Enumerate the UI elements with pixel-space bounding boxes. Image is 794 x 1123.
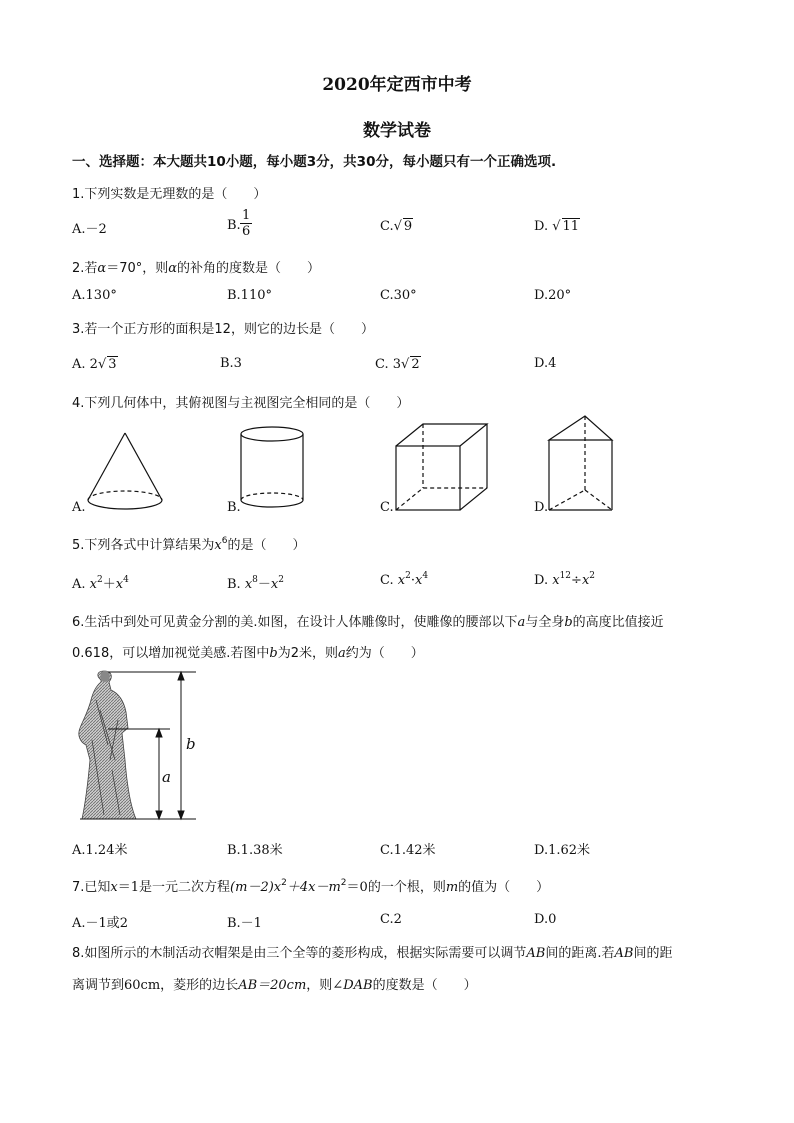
- page-subtitle: 数学试卷: [363, 121, 431, 141]
- var-a: a: [517, 615, 526, 630]
- exponent: 6: [221, 536, 228, 546]
- option-text: A. 2: [72, 357, 98, 372]
- var-x: x: [110, 880, 118, 895]
- var-alpha: α: [97, 261, 107, 276]
- operator: ÷: [571, 573, 582, 588]
- radicand: 9: [403, 219, 413, 234]
- question-1-stem: 1.下列实数是无理数的是（ ）: [72, 187, 267, 202]
- var-alpha: α: [168, 261, 178, 276]
- length-value: 60cm: [124, 978, 161, 993]
- q7-option-b: B.－1: [227, 916, 262, 931]
- question-3-stem: 3.若一个正方形的面积是12，则它的边长是（ ）: [72, 322, 374, 337]
- var-x: x: [414, 573, 423, 588]
- radicand: 2: [411, 357, 420, 372]
- option-letter: B.: [227, 577, 241, 592]
- var-m: m: [445, 880, 459, 895]
- var-ab: AB: [614, 946, 634, 961]
- var-x: x: [552, 573, 560, 588]
- page-title: 2020年定西市中考: [322, 75, 472, 95]
- exponent: 4: [123, 575, 129, 585]
- q6-option-a: A.1.24米: [72, 843, 128, 858]
- q2-option-d: D.20°: [534, 288, 572, 303]
- q1-option-b-label: B.: [227, 218, 241, 233]
- label-a: a: [162, 768, 171, 786]
- stem-text: 间的距离.若: [545, 946, 615, 961]
- stem-text: 是一元二次方程: [139, 880, 231, 895]
- stem-text: 与全身: [525, 615, 565, 630]
- q6-option-d: D.1.62米: [534, 843, 591, 858]
- stem-text: 的一个根，则: [367, 880, 446, 895]
- question-4-stem: 4.下列几何体中，其俯视图与主视图完全相同的是（ ）: [72, 396, 410, 411]
- equation-part: ＝1: [117, 880, 140, 895]
- equation-part: AB＝20cm: [238, 978, 307, 993]
- option-text: C. 3: [375, 357, 402, 372]
- q1-option-a: A.－2: [72, 222, 107, 237]
- option-letter: C.: [380, 573, 394, 588]
- stem-text: 的高度比值接近: [572, 615, 664, 630]
- question-7-stem: [72, 876, 549, 895]
- stem-text: ，菱形的边长: [160, 978, 239, 993]
- q6-option-c: C.1.42米: [380, 843, 436, 858]
- operator: －: [257, 577, 271, 592]
- q7-option-d: D.0: [534, 912, 557, 927]
- var-ab: AB: [526, 946, 546, 961]
- var-x: x: [397, 573, 406, 588]
- operator: ＋: [102, 577, 116, 592]
- sqrt-sign: √: [401, 357, 410, 372]
- stem-text: 的补角的度数是（ ）: [177, 261, 321, 276]
- exponent: 2: [589, 571, 596, 581]
- angle-expression: ∠DAB: [332, 978, 373, 993]
- equation-part: ＋4x－m: [286, 880, 341, 895]
- stem-text: 2.若: [72, 261, 98, 276]
- exponent: 2: [281, 878, 287, 888]
- var-x: x: [270, 577, 279, 592]
- stem-text: ，则: [306, 978, 333, 993]
- exponent: 8: [252, 575, 258, 585]
- q2-option-a: A.130°: [72, 288, 117, 303]
- exponent: 12: [559, 571, 572, 581]
- q3-option-b: B.3: [220, 356, 242, 371]
- var-x: x: [115, 577, 124, 592]
- stem-text: 的是（ ）: [227, 538, 306, 553]
- stem-text: 8.如图所示的木制活动衣帽架是由三个全等的菱形构成，根据实际需要可以调节: [72, 946, 527, 961]
- option-letter: D.: [534, 219, 549, 234]
- equation-part: (m－2)x: [230, 880, 282, 895]
- stem-text: 离调节到: [72, 978, 125, 993]
- var-b: b: [269, 646, 278, 661]
- exponent: 4: [422, 571, 429, 581]
- q2-option-b: B.110°: [227, 288, 272, 303]
- stem-text: 约为（ ）: [345, 646, 424, 661]
- stem-text: 6.生活中到处可见黄金分割的美.如图，在设计人体雕像时，使雕像的腰部以下: [72, 615, 518, 630]
- sqrt-sign: √: [552, 219, 561, 234]
- question-8-stem-line2: [72, 974, 477, 993]
- radicand: 11: [562, 219, 580, 234]
- exponent: 2: [340, 878, 347, 888]
- option-letter: C.: [380, 219, 394, 234]
- question-8-stem-line1: [72, 942, 672, 961]
- option-letter: A.: [72, 577, 86, 592]
- q4-option-d: D.: [534, 500, 549, 515]
- exponent: 2: [278, 575, 284, 585]
- q7-option-c: C.2: [380, 912, 402, 927]
- label-b: b: [186, 735, 196, 753]
- stem-text: 7.已知: [72, 880, 111, 895]
- equation-part: ＝0: [346, 880, 368, 895]
- stem-text: ＝70°，则: [106, 261, 169, 276]
- var-x: x: [244, 577, 253, 592]
- section-heading: 一、选择题：本大题共10小题，每小题3分，共30分，每小题只有一个正确选项.: [72, 154, 557, 170]
- q4-option-b: B.: [227, 500, 241, 515]
- exponent: 2: [97, 575, 103, 585]
- stem-text: 5.下列各式中计算结果为: [72, 538, 215, 553]
- q3-option-d: D.4: [534, 356, 557, 371]
- radicand: 3: [108, 357, 117, 372]
- stem-text: 的值为（ ）: [458, 880, 550, 895]
- sqrt-sign: √: [97, 357, 107, 372]
- var-x: x: [89, 577, 98, 592]
- var-a: a: [337, 646, 346, 661]
- q6-option-b: B.1.38米: [227, 843, 283, 858]
- stem-text: 的度数是（ ）: [372, 978, 477, 993]
- q4-option-c: C.: [380, 500, 394, 515]
- stem-text: 0.618，可以增加视觉美感.若图中: [72, 646, 270, 661]
- stem-text: 为2米，则: [277, 646, 338, 661]
- q7-option-a: A.－1或2: [72, 916, 129, 931]
- sqrt-sign: √: [393, 219, 402, 234]
- statue-image: [79, 671, 136, 819]
- stem-text: 间的距: [633, 946, 673, 961]
- operator: ·: [410, 573, 415, 588]
- var-b: b: [564, 615, 573, 630]
- exponent: 2: [405, 571, 411, 581]
- option-letter: D.: [534, 573, 549, 588]
- fraction-numerator: 1: [242, 208, 251, 223]
- q4-option-a: A.: [72, 500, 86, 515]
- var-x: x: [214, 538, 222, 553]
- fraction-denominator: 6: [242, 224, 251, 239]
- var-x: x: [581, 573, 590, 588]
- q2-option-c: C.30°: [380, 288, 417, 303]
